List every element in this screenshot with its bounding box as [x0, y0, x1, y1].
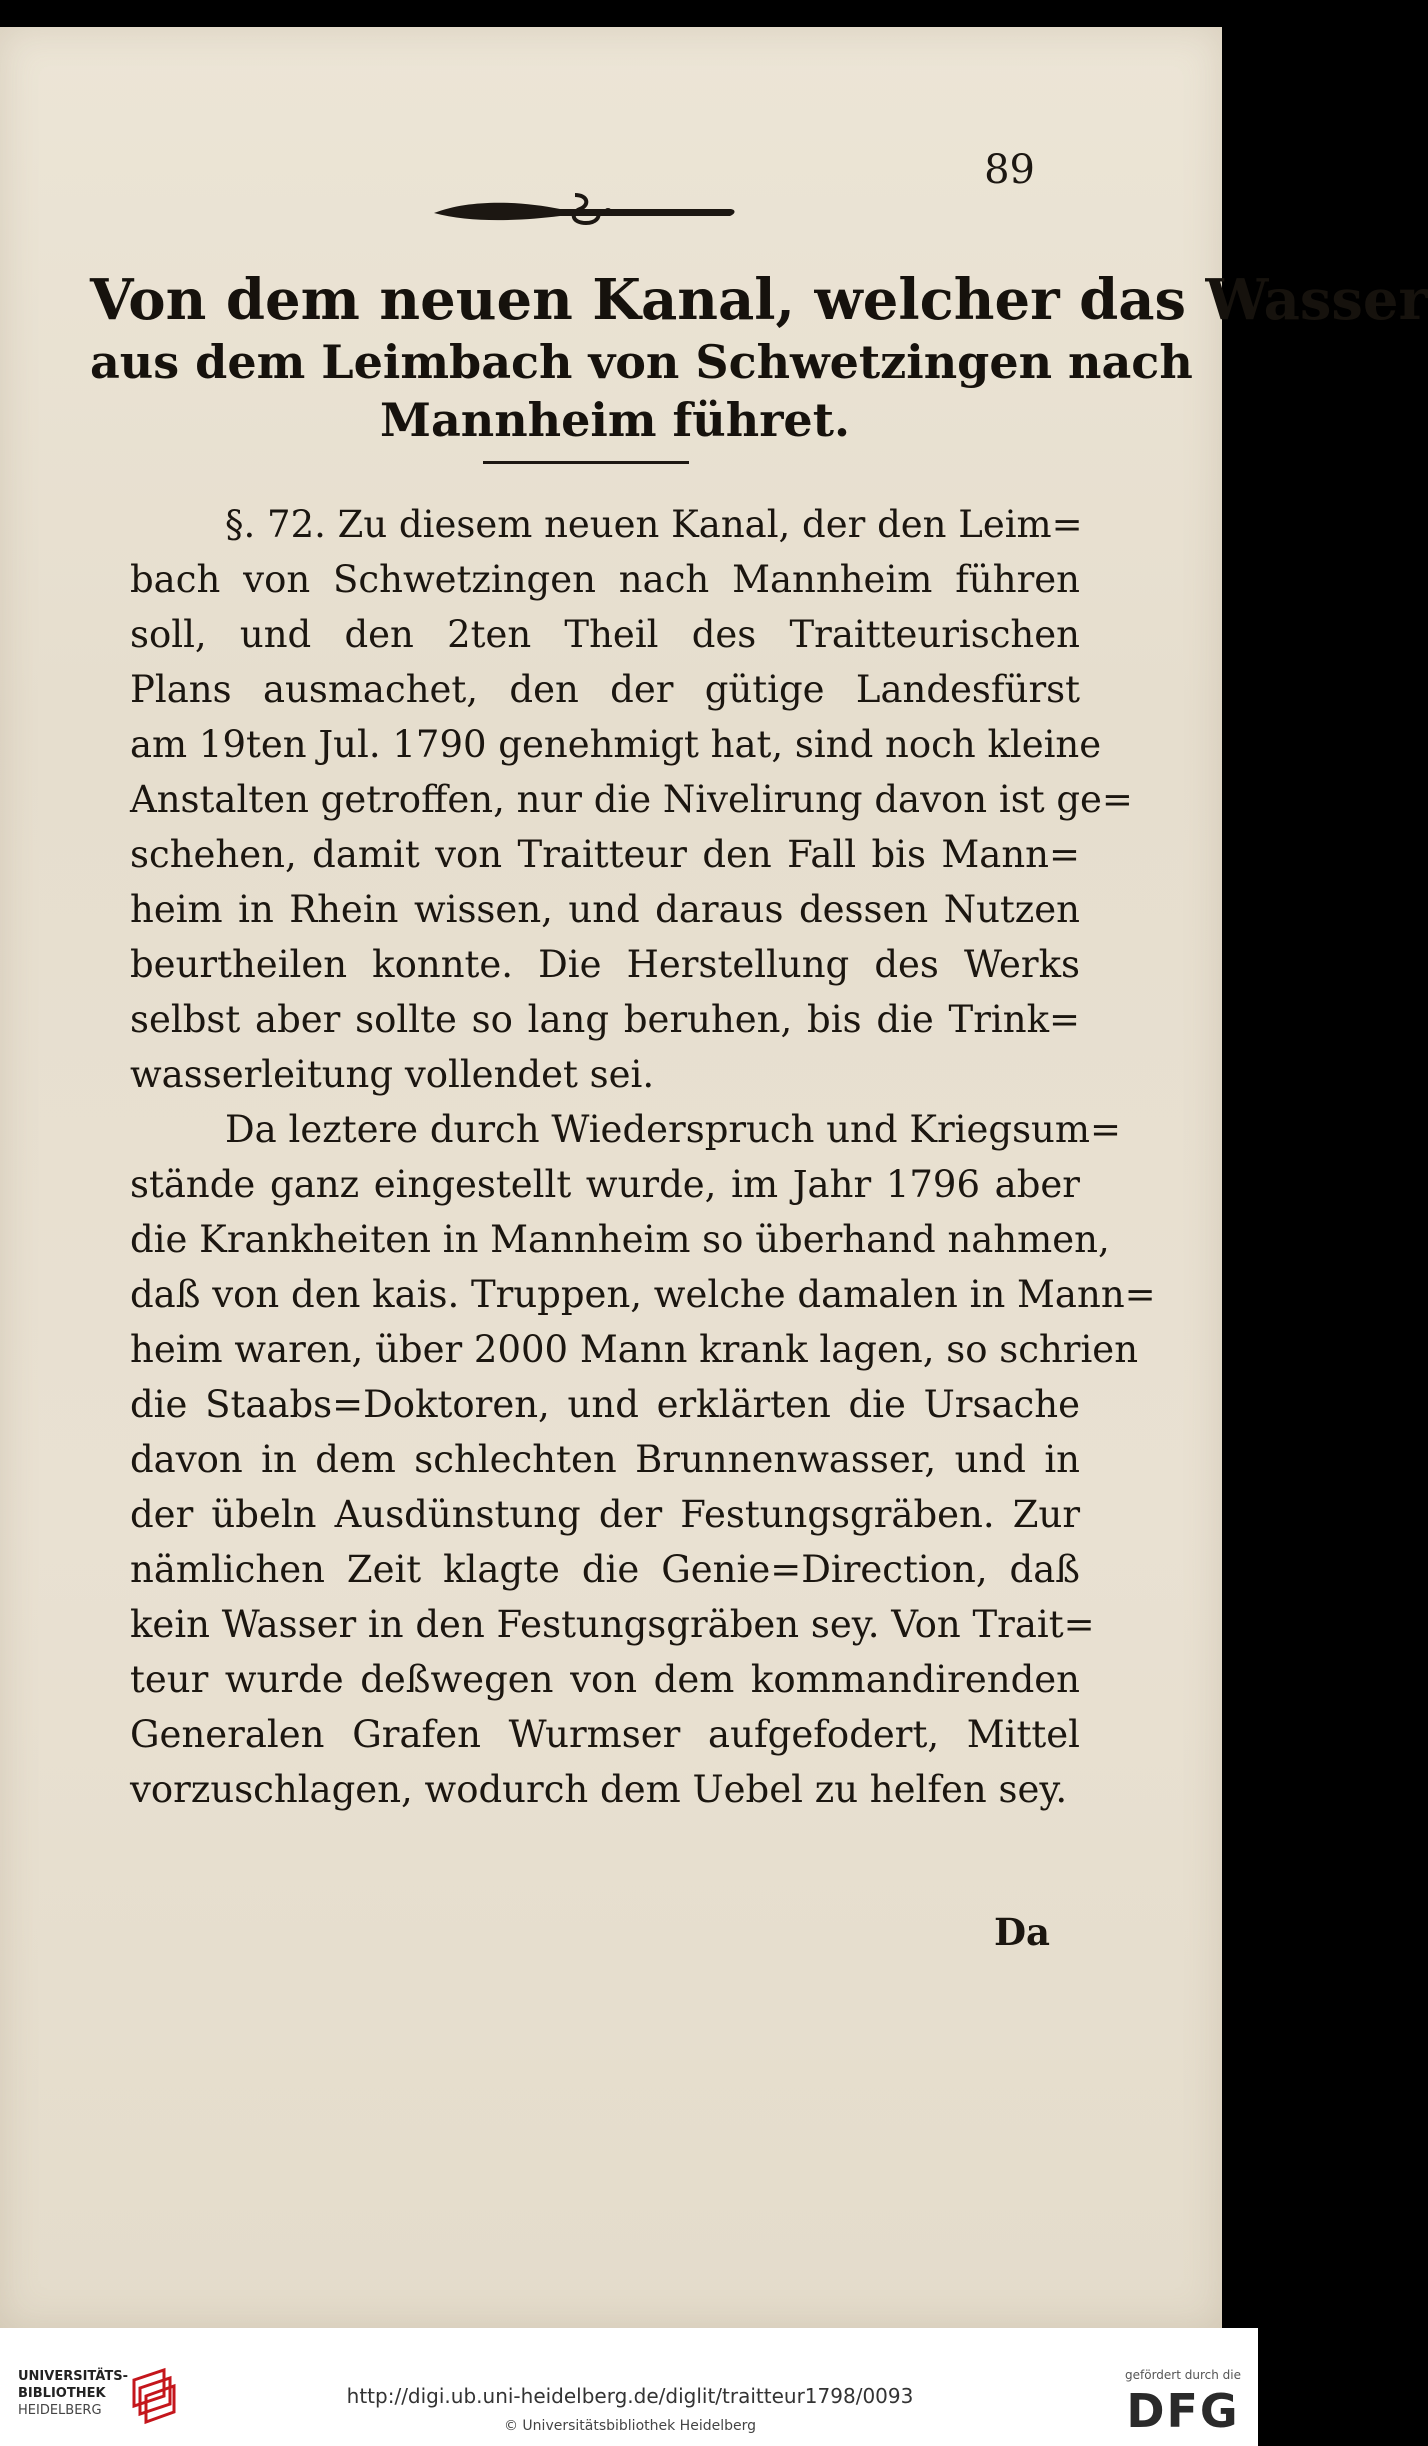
- permalink-url[interactable]: http://digi.ub.uni-heidelberg.de/diglit/traitteur1798/0093: [346, 2384, 914, 2408]
- text-line: wasserleitung vollendet sei.: [130, 1053, 655, 1096]
- text-line: die Krankheiten in Mannheim so überhand nahmen,: [130, 1218, 1110, 1261]
- text-line: heim in Rhein wissen, und daraus dessen Nutzen: [130, 888, 1080, 931]
- heading-line-1: Von dem neuen Kanal, welcher das Wasser: [90, 267, 1428, 333]
- library-logo-icon: [128, 2366, 176, 2430]
- text-line: §. 72. Zu diesem neuen Kanal, der den Leim=: [225, 503, 1083, 546]
- text-line: am 19ten Jul. 1790 genehmigt hat, sind noch kleine: [130, 723, 1102, 766]
- scanned-page: [0, 27, 1428, 2328]
- text-line: teur wurde deßwegen von dem kommandirenden: [130, 1658, 1080, 1701]
- text-line: stände ganz eingestellt wurde, im Jahr 1796 aber: [130, 1163, 1080, 1206]
- text-line: nämlichen Zeit klagte die Genie=Direction, daß: [130, 1548, 1080, 1591]
- catchword: Da: [993, 1910, 1050, 1954]
- heading-line-2: aus dem Leimbach von Schwetzingen nach: [90, 335, 1193, 389]
- text-line: kein Wasser in den Festungsgräben sey. Von Trait=: [130, 1603, 1095, 1646]
- text-line: heim waren, über 2000 Mann krank lagen, so schrien: [130, 1328, 1139, 1371]
- decorative-ornament: [430, 183, 740, 235]
- heading-line-3: Mannheim führet.: [380, 393, 850, 447]
- chapter-heading: [90, 267, 1428, 449]
- heading-divider: [483, 461, 689, 464]
- text-line: davon in dem schlechten Brunnenwasser, und in: [130, 1438, 1080, 1481]
- library-name-line-3: HEIDELBERG: [18, 2403, 102, 2418]
- text-line: vorzuschlagen, wodurch dem Uebel zu helfen sey.: [130, 1768, 1068, 1811]
- text-line: der übeln Ausdünstung der Festungsgräben. Zur: [130, 1493, 1080, 1536]
- text-line: die Staabs=Doktoren, und erklärten die Ursache: [130, 1383, 1080, 1426]
- text-line: Plans ausmachet, den der gütige Landesfürst: [130, 668, 1080, 711]
- text-line: schehen, damit von Traitteur den Fall bis Mann=: [130, 833, 1080, 876]
- library-name-line-1: UNIVERSITÄTS-: [18, 2369, 128, 2384]
- text-line: Da leztere durch Wiederspruch und Kriegsum=: [225, 1108, 1121, 1151]
- page-number: 89: [984, 147, 1035, 193]
- text-line: beurtheilen konnte. Die Herstellung des Werks: [130, 943, 1080, 986]
- text-line: daß von den kais. Truppen, welche damalen in Mann=: [130, 1273, 1156, 1316]
- text-line: soll, und den 2ten Theil des Traitteurischen: [130, 613, 1080, 656]
- viewer-footer: [0, 2328, 1258, 2446]
- text-line: Generalen Grafen Wurmser aufgefodert, Mittel: [130, 1713, 1080, 1756]
- body-text: [130, 497, 1156, 1817]
- text-line: selbst aber sollte so lang beruhen, bis die Trink=: [130, 998, 1080, 1041]
- library-logo-text: [18, 2368, 128, 2419]
- text-line: Anstalten getroffen, nur die Nivelirung davon ist ge=: [130, 778, 1133, 821]
- funding-note: gefördert durch die: [1125, 2368, 1241, 2382]
- dfg-logo: DFG: [1126, 2384, 1240, 2438]
- text-line: bach von Schwetzingen nach Mannheim führen: [130, 558, 1080, 601]
- library-name-line-2: BIBLIOTHEK: [18, 2386, 106, 2401]
- copyright-notice: © Universitätsbibliothek Heidelberg: [503, 2418, 756, 2434]
